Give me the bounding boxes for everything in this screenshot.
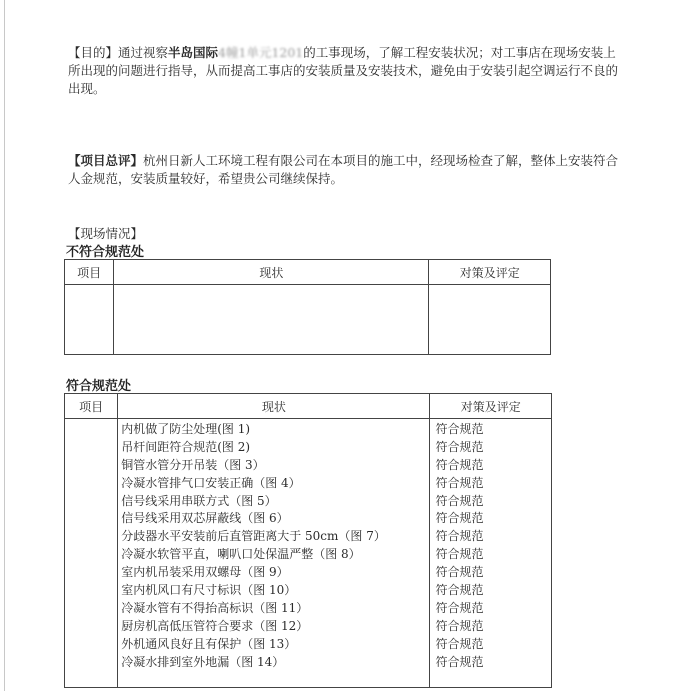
list-item: 符合规范 — [435, 636, 484, 651]
list-item: 符合规范 — [435, 475, 484, 490]
list-item: 冷凝水软管平直，喇叭口处保温严整（图 8） — [121, 547, 361, 562]
conform-table — [64, 393, 552, 688]
conform-header-item: 项目 — [65, 394, 118, 419]
list-item: 冷凝水管有不得抬高标识（图 11） — [121, 600, 309, 615]
conform-title: 符合规范处 — [66, 379, 132, 394]
conform-eval-column — [430, 419, 552, 688]
review-paragraph — [68, 152, 628, 188]
nonconform-header-status: 现状 — [114, 260, 429, 285]
conform-status-column — [118, 419, 430, 688]
conform-item-column — [65, 419, 118, 688]
list-item: 符合规范 — [435, 529, 484, 544]
list-item: 厨房机高低压管符合要求（图 12） — [121, 618, 309, 633]
nonconform-table — [64, 259, 551, 355]
list-item: 信号线采用双芯屏蔽线（图 6） — [121, 511, 289, 526]
nonconform-header-item: 项目 — [65, 260, 114, 285]
purpose-paragraph — [68, 44, 628, 98]
nonconform-header-eval: 对策及评定 — [429, 260, 551, 285]
nonconform-title: 不符合规范处 — [66, 245, 145, 260]
list-item: 铜管水管分开吊装（图 3） — [121, 457, 265, 472]
list-item: 符合规范 — [435, 600, 484, 615]
conform-header-status: 现状 — [118, 394, 430, 419]
list-item: 符合规范 — [435, 547, 484, 562]
list-item: 室内机吊装采用双螺母（图 9） — [121, 565, 289, 580]
list-item: 外机通风良好且有保护（图 13） — [121, 636, 297, 651]
conform-header-eval: 对策及评定 — [430, 394, 552, 419]
site-heading: 【现场情况】 — [68, 226, 144, 241]
blurred-address: 4幢1单元1201 — [218, 45, 304, 60]
list-item: 符合规范 — [435, 583, 484, 598]
review-label: 【项目总评】 — [68, 153, 144, 168]
list-item: 符合规范 — [435, 493, 484, 508]
project-name: 半岛国际 — [168, 45, 219, 60]
list-item: 冷凝水管排气口安装正确（图 4） — [121, 475, 301, 490]
list-item: 吊杆间距符合规范(图 2) — [121, 439, 251, 454]
list-item: 符合规范 — [435, 511, 484, 526]
scan-edge-line — [4, 0, 5, 691]
list-item: 室内机风口有尺寸标识（图 10） — [121, 583, 297, 598]
nonconform-empty-eval — [429, 285, 551, 355]
purpose-text-b: 的工事现场，了解工程安装状况；对工事店在现场安装上所出现的问题进行指导，从而提高工事店的安装质量及安装技术，避免由于安装引起空调运行不良的出现。 — [68, 45, 619, 96]
list-item: 内机做了防尘处理(图 1) — [121, 422, 251, 436]
list-item: 符合规范 — [435, 457, 484, 472]
list-item: 符合规范 — [435, 654, 484, 669]
purpose-label: 【目的】 — [68, 45, 119, 60]
nonconform-empty-status — [114, 285, 429, 355]
list-item: 信号线采用串联方式（图 5） — [121, 493, 277, 508]
list-item: 符合规范 — [435, 618, 484, 633]
list-item: 符合规范 — [435, 439, 484, 454]
review-text: 杭州日新人工环境工程有限公司在本项目的施工中，经现场检查了解，整体上安装符合人金规范，安装质量较好，希望贵公司继续保持。 — [68, 153, 619, 186]
list-item: 冷凝水排到室外地漏（图 14） — [121, 654, 285, 669]
list-item: 分歧器水平安装前后直管距离大于 50cm（图 7） — [121, 529, 386, 544]
list-item: 符合规范 — [435, 422, 484, 436]
list-item: 符合规范 — [435, 565, 484, 580]
nonconform-empty-item — [65, 285, 114, 355]
purpose-text-a: 通过视察 — [118, 45, 169, 60]
